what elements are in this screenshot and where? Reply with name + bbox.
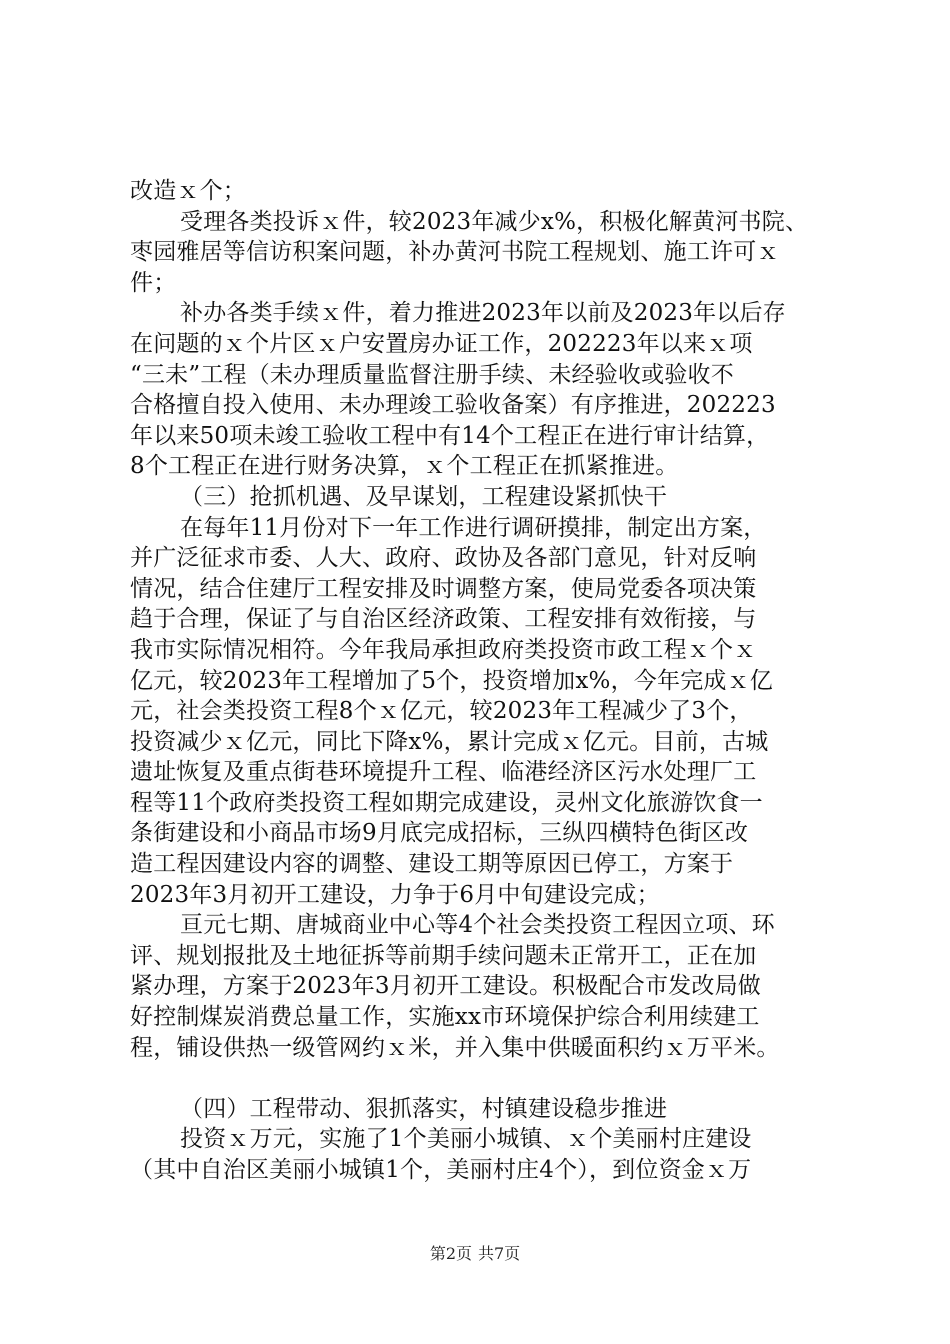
text-line: 造工程因建设内容的调整、建设工期等原因已停工，方案于 <box>130 851 734 878</box>
paragraph-first-line: 受理各类投诉ｘ件，较2023年减少x%，积极化解黄河书院、 <box>180 208 809 235</box>
text-line: （其中自治区美丽小城镇1个，美丽村庄4个），到位资金ｘ万 <box>130 1157 752 1183</box>
text-line: 程等11个政府类投资工程如期完成建设，灵州文化旅游饮食一 <box>130 789 763 816</box>
text-line: 年以来50项未竣工验收工程中有14个工程正在进行审计结算， <box>130 422 770 449</box>
text-line: 紧办理，方案于2023年3月初开工建设。积极配合市发改局做 <box>130 973 761 1000</box>
text-line: 好控制煤炭消费总量工作，实施xx市环境保护综合利用续建工 <box>130 1004 760 1031</box>
section-heading: （三）抢抓机遇、及早谋划，工程建设紧抓快干 <box>180 483 668 510</box>
page-footer <box>0 1244 950 1264</box>
paragraph-first-line: 在每年11月份对下一年工作进行调研摸排，制定出方案， <box>180 514 767 541</box>
text-line: 我市实际情况相符。今年我局承担政府类投资市政工程ｘ个ｘ <box>130 636 757 663</box>
text-line: 合格擅自投入使用、未办理竣工验收备案）有序推进，202223 <box>130 392 776 419</box>
text-line: 情况，结合住建厅工程安排及时调整方案，使局党委各项决策 <box>130 575 757 602</box>
text-line: 遗址恢复及重点街巷环境提升工程、临港经济区污水处理厂工 <box>130 759 757 786</box>
text-line: “三未”工程（未办理质量监督注册手续、未经验收或验收不 <box>130 361 734 388</box>
text-line: 趋于合理，保证了与自治区经济政策、工程安排有效衔接，与 <box>130 606 757 633</box>
text-line: 件； <box>130 269 177 296</box>
text-line: 8个工程正在进行财务决算，ｘ个工程正在抓紧推进。 <box>130 453 679 480</box>
text-line: 元，社会类投资工程8个ｘ亿元，较2023年工程减少了3个， <box>130 698 753 725</box>
paragraph-first-line: 亘元七期、唐城商业中心等4个社会类投资工程因立项、环 <box>180 912 775 939</box>
text-line: 亿元，较2023年工程增加了5个，投资增加x%，今年完成ｘ亿 <box>130 667 773 694</box>
paragraph-first-line: 投资ｘ万元，实施了1个美丽小城镇、ｘ个美丽村庄建设 <box>180 1126 752 1153</box>
text-line: 枣园雅居等信访积案问题，补办黄河书院工程规划、施工许可ｘ <box>130 239 780 266</box>
text-line: 投资减少ｘ亿元，同比下降x%，累计完成ｘ亿元。目前，古城 <box>130 728 769 755</box>
document-body <box>130 176 850 1186</box>
text-line: 并广泛征求市委、人大、政府、政协及各部门意见，针对反响 <box>130 545 757 572</box>
paragraph-gap <box>130 1063 850 1094</box>
page-number: 第2页 <box>429 1244 472 1263</box>
text-line: 程，铺设供热一级管网约ｘ米，并入集中供暖面积约ｘ万平米。 <box>130 1034 780 1061</box>
text-line: 改造ｘ个； <box>130 178 246 204</box>
paragraph-first-line: 补办各类手续ｘ件，着力推进2023年以前及2023年以后存 <box>180 300 786 327</box>
text-line: 2023年3月初开工建设，力争于6月中旬建设完成； <box>130 881 660 908</box>
section-heading: （四）工程带动、狠抓落实，村镇建设稳步推进 <box>180 1095 668 1122</box>
text-line: 条街建设和小商品市场9月底完成招标，三纵四横特色街区改 <box>130 820 749 847</box>
text-line: 在问题的ｘ个片区ｘ户安置房办证工作，202223年以来ｘ项 <box>130 330 753 357</box>
text-line: 评、规划报批及土地征拆等前期手续问题未正常开工，正在加 <box>130 942 757 969</box>
page-total: 共7页 <box>478 1244 521 1263</box>
